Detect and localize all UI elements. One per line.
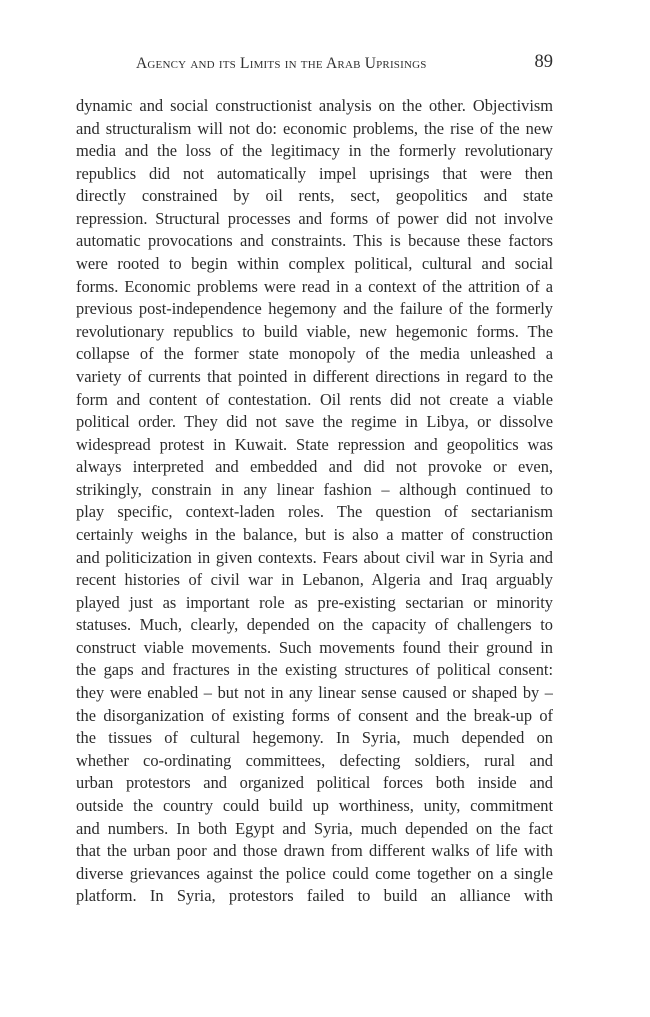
text-line: they were enabled – but not in any linear sense caused or shaped by –	[76, 683, 553, 703]
text-line: media and the loss of the legitimacy in the formerly revolutionary	[76, 141, 553, 161]
text-line: recent histories of civil war in Lebanon, Algeria and Iraq arguably	[76, 570, 553, 590]
text-line: form and content of contestation. Oil rents did not create a viable	[76, 389, 553, 409]
text-line: construct viable movements. Such movements found their ground in	[76, 637, 553, 657]
text-line: play specific, context-laden roles. The question of sectarianism	[76, 502, 553, 522]
text-line: variety of currents that pointed in different directions in regard to the	[76, 366, 553, 386]
text-line: that the urban poor and those drawn from different walks of life with	[76, 841, 553, 861]
text-line: repression. Structural processes and forms of power did not involve	[76, 208, 553, 228]
text-line: played just as important role as pre-existing sectarian or minority	[76, 592, 553, 612]
running-header	[76, 52, 553, 79]
text-line: and structuralism will not do: economic problems, the rise of the new	[76, 118, 553, 138]
text-line: automatic provocations and constraints. This is because these factors	[76, 231, 553, 251]
text-line: strikingly, constrain in any linear fashion – although continued to	[76, 479, 553, 499]
text-line: previous post-independence hegemony and the failure of the formerly	[76, 299, 553, 319]
text-line: certainly weighs in the balance, but is also a matter of construction	[76, 524, 553, 544]
text-line: political order. They did not save the regime in Libya, or dissolve	[76, 412, 553, 432]
text-line: statuses. Much, clearly, depended on the capacity of challengers to	[76, 615, 553, 635]
text-line: whether co-ordinating committees, defecting soldiers, rural and	[76, 750, 553, 770]
text-line: the tissues of cultural hegemony. In Syria, much depended on	[76, 728, 553, 748]
text-line: forms. Economic problems were read in a context of the attrition of a	[76, 276, 553, 296]
text-line: always interpreted and embedded and did not provoke or even,	[76, 457, 553, 477]
page-number: 89	[534, 52, 553, 72]
text-line: were rooted to begin within complex political, cultural and social	[76, 254, 553, 274]
text-line: dynamic and social constructionist analysis on the other. Objectivism	[76, 96, 553, 115]
text-line: directly constrained by oil rents, sect, geopolitics and state	[76, 186, 553, 206]
text-line: diverse grievances against the police could come together on a single	[76, 863, 553, 883]
body-text	[76, 95, 553, 908]
text-line: platform. In Syria, protestors failed to build an alliance with	[76, 886, 553, 906]
text-line: collapse of the former state monopoly of the media unleashed a	[76, 344, 553, 364]
text-line: the gaps and fractures in the existing structures of political consent:	[76, 660, 553, 680]
text-line: widespread protest in Kuwait. State repression and geopolitics was	[76, 434, 553, 454]
text-line: urban protestors and organized political forces both inside and	[76, 773, 553, 793]
text-line: and numbers. In both Egypt and Syria, much depended on the fact	[76, 818, 553, 838]
text-line: outside the country could build up worthiness, unity, commitment	[76, 795, 553, 815]
text-line: revolutionary republics to build viable, new hegemonic forms. The	[76, 321, 553, 341]
text-line: and politicization in given contexts. Fears about civil war in Syria and	[76, 547, 553, 567]
text-line: republics did not automatically impel uprisings that were then	[76, 163, 553, 183]
running-title: Agency and its Limits in the Arab Uprisings	[136, 55, 427, 72]
text-line: the disorganization of existing forms of consent and the break-up of	[76, 705, 553, 725]
